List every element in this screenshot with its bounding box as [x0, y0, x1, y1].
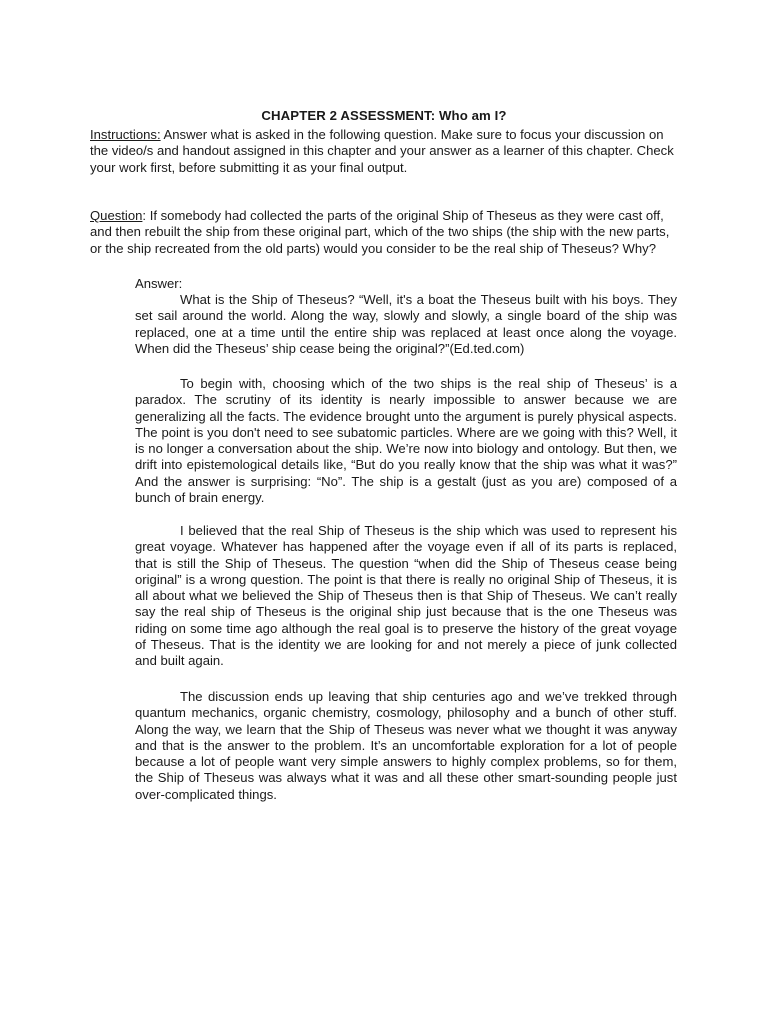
answer-paragraph-3: I believed that the real Ship of Theseus is the ship which was used to represent his great voyage. Whatever has happened after the voyage even if all of its parts is replaced, that is still the Ship of Theseus. The question “when did the Ship of Theseus cease being original” is a wrong question. The point is that there is really no original Ship of Theseus, it is all about what we believed the Ship of Theseus then is that Ship of Theseus. We can’t really say the real ship of Theseus is the original ship just because that is the one Theseus was riding on some time ago although the real goal is to preserve the history of the great voyage of Theseus. That is the identity we are looking for and not merely a piece of junk collected and built again.: [135, 523, 677, 669]
answer-label: Answer:: [135, 276, 183, 291]
instructions-block: [90, 127, 684, 176]
question-label: Question: [90, 208, 143, 223]
instructions-text: Answer what is asked in the following question. Make sure to focus your discussion on the video/s and handout assigned in this chapter and your answer as a learner of this chapter. Check your work first, before submitting it as your final output.: [90, 127, 674, 175]
question-block: [90, 208, 684, 257]
answer-paragraph-1: What is the Ship of Theseus? “Well, it's a boat the Theseus built with his boys. They set sail around the world. Along the way, slowly and slowly, a single board of the ship was replaced, one at a time until the entire ship was replaced at least once along the voyage. When did the Theseus’ ship cease being the original?”(Ed.ted.com): [135, 292, 677, 356]
answer-paragraph-2: To begin with, choosing which of the two ships is the real ship of Theseus’ is a paradox. The scrutiny of its identity is nearly impossible to answer because we are generalizing all the facts. The evidence brought unto the argument is purely physical aspects. The point is you don't need to see subatomic particles. Where are we going with this? Well, it is no longer a conversation about the ship. We’re now into biology and ontology. But then, we drift into epistemological details like, “But do you really know that the ship was what it was?” And the answer is surprising: “No”. The ship is a gestalt (just as you are) composed of a bunch of brain energy.: [135, 376, 677, 506]
document-title: CHAPTER 2 ASSESSMENT: Who am I?: [261, 108, 507, 123]
answer-paragraph-4: The discussion ends up leaving that ship centuries ago and we’ve trekked through quantum mechanics, organic chemistry, cosmology, philosophy and a bunch of other stuff. Along the way, we learn that the Ship of Theseus was never what we thought it was anyway and that is the answer to the problem. It’s an uncomfortable exploration for a lot of people because a lot of people want very simple answers to highly complex problems, so for them, the Ship of Theseus was always what it was and all these other smart-sounding people just over-complicated things.: [135, 689, 677, 802]
question-text: : If somebody had collected the parts of the original Ship of Theseus as they were cast off, and then rebuilt the ship from these original part, which of the two ships (the ship with the new parts, or the ship recreated from the old parts) would you consider to be the real ship of Theseus? Why?: [90, 208, 670, 256]
instructions-label: Instructions:: [90, 127, 161, 142]
